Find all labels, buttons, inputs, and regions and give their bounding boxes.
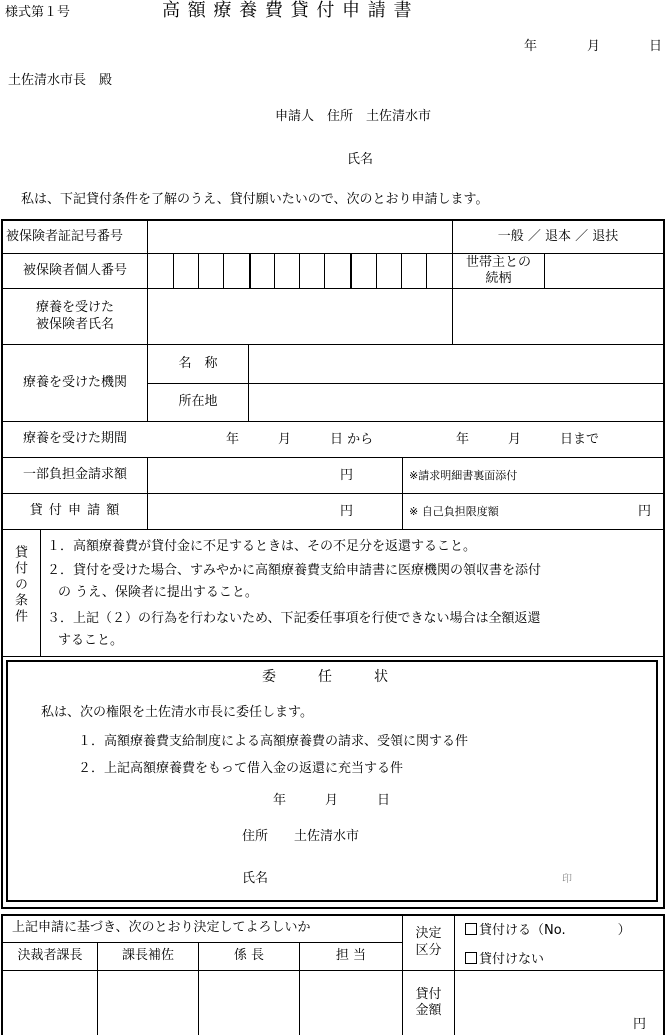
condition-2: ２．貸付を受けた場合、すみやかに高額療養費支給申請書に医療機関の領収書を添付 bbox=[47, 563, 542, 578]
date-month: 月 bbox=[587, 39, 601, 54]
applicant-name-label: 氏名 bbox=[347, 152, 374, 167]
proxy-address: 住所 土佐清水市 bbox=[242, 829, 360, 844]
institution-address-field[interactable] bbox=[249, 384, 663, 421]
role-unit-chief: 係 長 bbox=[233, 948, 265, 964]
conditions-label: 貸付の条件 bbox=[12, 545, 27, 625]
condition-3: ３．上記（２）の行為を行わないため、下記委任事項を行使できない場合は全額返還 bbox=[47, 611, 541, 626]
partial-payment-note: ※請求明細書裏面添付 bbox=[409, 469, 518, 482]
partial-payment-label: 一部負担金請求額 bbox=[22, 467, 127, 483]
proxy-intro: 私は、次の権限を土佐清水市長に委任します。 bbox=[41, 705, 313, 720]
condition-3-cont: すること。 bbox=[58, 633, 124, 648]
proxy-box bbox=[6, 660, 658, 902]
category-label-line1: 決定 bbox=[415, 926, 442, 942]
loan-limit-note: ※ 自己負担限度額 bbox=[409, 505, 499, 518]
date-day: 日 bbox=[649, 39, 663, 54]
category-label-line2: 区分 bbox=[415, 942, 442, 958]
decision-category-label bbox=[403, 915, 454, 970]
period-label: 療養を受けた期間 bbox=[22, 431, 127, 447]
checkbox-no-lend[interactable] bbox=[465, 952, 477, 964]
option-no-lend[interactable] bbox=[465, 952, 544, 966]
page-title: 高 額 療 養 費 貸 付 申 請 書 bbox=[162, 0, 413, 21]
patient-name-label bbox=[3, 289, 147, 344]
insured-number-field[interactable] bbox=[148, 221, 452, 253]
addressee: 土佐清水市長 殿 bbox=[8, 73, 113, 88]
role-section-chief: 決裁者課長 bbox=[17, 948, 83, 964]
relation-field[interactable] bbox=[545, 254, 663, 288]
checkbox-lend[interactable] bbox=[465, 923, 477, 935]
date-year: 年 bbox=[524, 39, 538, 54]
institution-label: 療養を受けた機関 bbox=[22, 374, 127, 390]
proxy-name-label: 氏名 bbox=[242, 871, 269, 886]
patient-name-field[interactable] bbox=[148, 289, 452, 344]
patient-label-line1: 療養を受けた bbox=[35, 300, 114, 316]
institution-address-label: 所在地 bbox=[178, 394, 218, 410]
partial-payment-yen: 円 bbox=[340, 468, 354, 483]
amount-label-line2: 金額 bbox=[415, 1003, 442, 1018]
personal-number-label: 被保険者個人番号 bbox=[22, 262, 127, 278]
intro-text: 私は、下記貸付条件を了解のうえ、貸付願いたいので、次のとおり申請します。 bbox=[21, 192, 489, 207]
category-options[interactable]: 一般 ／ 退本 ／ 退扶 bbox=[497, 228, 619, 244]
proxy-title: 委 任 状 bbox=[262, 669, 388, 685]
decision-header: 上記申請に基づき、次のとおり決定してよろしいか bbox=[12, 920, 311, 935]
period-from[interactable]: 年 月 日 から bbox=[226, 432, 374, 447]
patient-label-line2: 被保険者氏名 bbox=[35, 316, 114, 332]
applicant-address: 申請人 住所 土佐清水市 bbox=[275, 109, 432, 124]
loan-amount-label: 貸 付 申 請 額 bbox=[29, 503, 121, 519]
amount-label-line1: 貸付 bbox=[415, 986, 442, 1002]
form-number: 様式第１号 bbox=[5, 5, 71, 20]
relation-label-line2: 続柄 bbox=[485, 271, 512, 286]
proxy-date: 年 月 日 bbox=[273, 793, 391, 808]
proxy-item-2: ２．上記高額療養費をもって借入金の返還に充当する件 bbox=[78, 761, 404, 776]
loan-limit-yen: 円 bbox=[638, 504, 652, 519]
condition-1: １．高額療養費が貸付金に不足するときは、その不足分を返還すること。 bbox=[47, 539, 477, 554]
period-to[interactable]: 年 月 日まで bbox=[456, 432, 600, 447]
loan-amount-decision-label bbox=[403, 971, 454, 1035]
proxy-item-1: １．高額療養費支給制度による高額療養費の請求、受領に関する件 bbox=[78, 734, 469, 749]
decision-amount-yen: 円 bbox=[633, 1017, 647, 1032]
institution-name-label: 名 称 bbox=[178, 355, 218, 371]
role-deputy-chief: 課長補佐 bbox=[121, 948, 174, 964]
relation-label bbox=[453, 254, 544, 288]
relation-label-line1: 世帯主との bbox=[465, 254, 531, 270]
option-no-lend-label: 貸付けない bbox=[479, 952, 545, 967]
condition-2-cont: の うえ、保険者に提出すること。 bbox=[58, 585, 258, 600]
seal-mark: 印 bbox=[562, 874, 572, 885]
option-lend[interactable] bbox=[465, 923, 631, 937]
loan-amount-yen: 円 bbox=[340, 504, 354, 519]
institution-name-field[interactable] bbox=[249, 345, 663, 383]
role-staff: 担 当 bbox=[335, 948, 367, 964]
insured-number-label: 被保険者証記号番号 bbox=[6, 228, 124, 244]
option-lend-label: 貸付ける（No. ） bbox=[479, 923, 631, 938]
